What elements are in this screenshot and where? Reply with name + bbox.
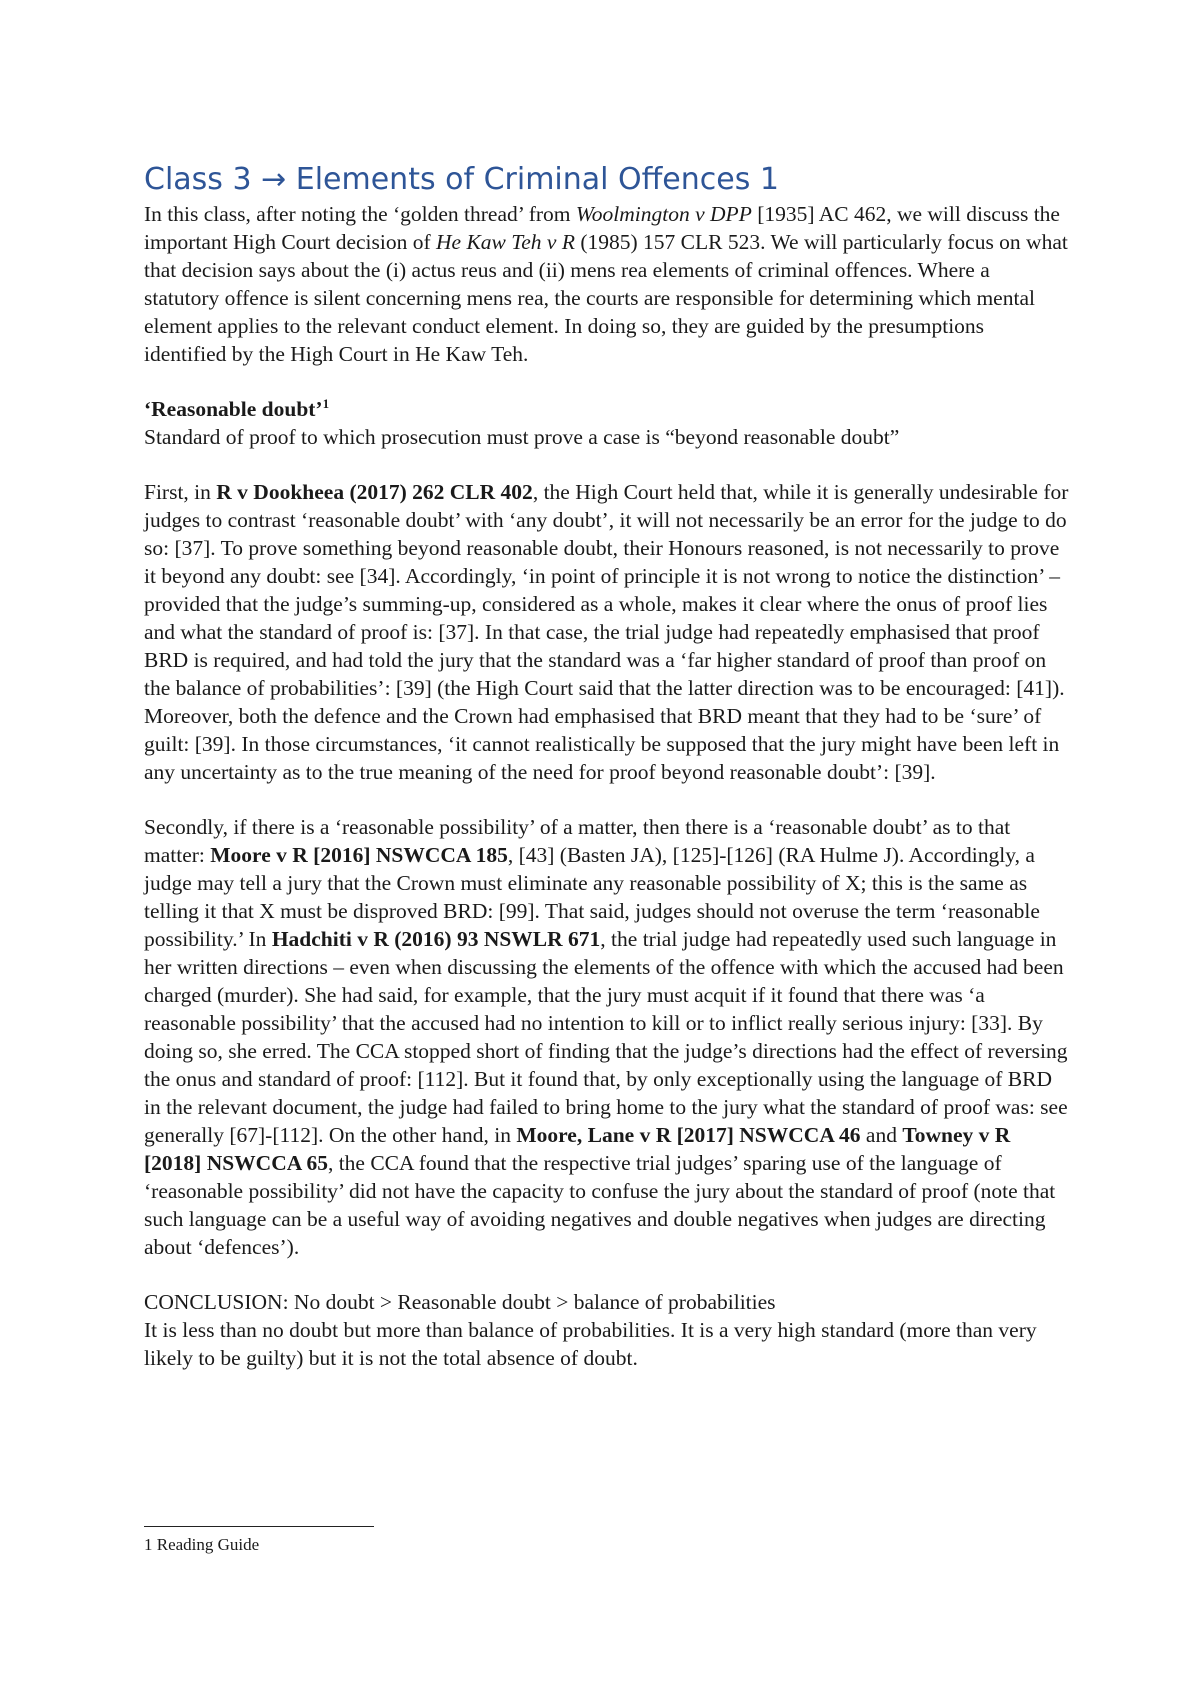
spacer <box>144 1261 1069 1288</box>
paragraph-dookheea <box>144 478 1069 786</box>
conclusion-line: CONCLUSION: No doubt > Reasonable doubt > balance of probabilities <box>144 1290 776 1314</box>
intro-text-2: [1935] AC 462, we will discuss the important High Court decision of <box>144 202 1060 254</box>
para2-text-4: and <box>860 1123 903 1147</box>
case-citation-moore-2016: Moore v R [2016] NSWCCA 185 <box>210 843 508 867</box>
footnote-text: Reading Guide <box>156 1535 260 1554</box>
spacer <box>144 368 1069 395</box>
para1-text-2: , the High Court held that, while it is generally undesirable for judges to contrast ‘reasonable doubt’ with ‘any doubt’, it will not necessarily be an error for the judge to do so: [37]. To prove something beyond reasonable doubt, their Honours reasoned, is not necessarily to prove it beyond any doubt: see [34]. Accordingly, ‘in point of principle it is not wrong to notice the distinction’ – provided that the judge’s summing-up, considered as a whole, makes it clear where the onus of proof lies and what the standard of proof is: [37]. In that case, the trial judge had repeatedly emphasised that proof BRD is required, and had told the jury that the standard was a ‘far higher standard of proof than proof on the balance of probabilities’: [39] (the High Court said that the latter direction was to be encouraged: [41]). Moreover, both the defence and the Crown had emphasised that BRD meant that they had to be ‘sure’ of guilt: [39]. In those circumstances, ‘it cannot realistically be supposed that the jury might have been left in any uncertainty as to the true meaning of the need for proof beyond reasonable doubt’: [39]. <box>144 480 1069 784</box>
intro-text-3: (1985) 157 CLR 523. We will particularly focus on what that decision says about the (i) actus reus and (ii) mens rea elements of criminal offences. Where a statutory offence is silent concerning mens rea, the courts are responsible for determining which mental element applies to the relevant conduct element. In doing so, they are guided by the presumptions identified by the High Court in He Kaw Teh. <box>144 230 1068 366</box>
case-citation-towney: Towney v R [2018] NSWCCA 65 <box>144 1123 1011 1175</box>
case-citation-hadchiti: Hadchiti v R (2016) 93 NSWLR 671 <box>271 927 601 951</box>
footnote-number: 1 <box>144 1535 153 1554</box>
footnote-divider <box>144 1526 374 1527</box>
case-citation-moore-lane: Moore, Lane v R [2017] NSWCCA 46 <box>516 1123 861 1147</box>
para2-text-1: Secondly, if there is a ‘reasonable possibility’ of a matter, then there is a ‘reasonable doubt’ as to that matter: <box>144 815 1011 867</box>
para2-text-2: , [43] (Basten JA), [125]-[126] (RA Hulme J). Accordingly, a judge may tell a jury that the Crown must eliminate any reasonable possibility of X; this is the same as telling it that X must be disproved BRD: [99]. That said, judges should not overuse the term ‘reasonable possibility.’ In <box>144 843 1040 951</box>
para2-text-5: , the CCA found that the respective trial judges’ sparing use of the language of ‘reasonable possibility’ did not have the capacity to confuse the jury about the standard of proof (note that such language can be a useful way of avoiding negatives and double negatives when judges are directing about ‘defences’). <box>144 1151 1056 1259</box>
spacer <box>144 786 1069 813</box>
section-heading <box>144 395 1069 423</box>
page-title: Class 3 → Elements of Criminal Offences 1 <box>144 162 779 197</box>
intro-paragraph <box>144 200 1069 368</box>
para2-text-3: , the trial judge had repeatedly used such language in her written directions – even when discussing the elements of the offence with which the accused had been charged (murder). She had said, for example, that the jury must acquit if it found that there was ‘a reasonable possibility’ that the accused had no intention to kill or to inflict really serious injury: [33]. By doing so, she erred. The CCA stopped short of finding that the judge’s directions had the effect of reversing the onus and standard of proof: [112]. But it found that, by only exceptionally using the language of BRD in the relevant document, the judge had failed to bring home to the jury what the standard of proof was: see generally [67]-[112]. On the other hand, in <box>144 927 1068 1147</box>
section-heading-text: ‘Reasonable doubt’ <box>144 397 323 421</box>
footnote <box>144 1534 259 1556</box>
case-citation-he-kaw-teh: He Kaw Teh v R <box>436 230 575 254</box>
case-citation-dookheea: R v Dookheea (2017) 262 CLR 402 <box>216 480 533 504</box>
spacer <box>144 451 1069 478</box>
conclusion-explanation: It is less than no doubt but more than balance of probabilities. It is a very high standard (more than very likely to be guilty) but it is not the total absence of doubt. <box>144 1318 1037 1370</box>
document-page <box>144 160 1069 1372</box>
paragraph-reasonable-possibility <box>144 813 1069 1261</box>
standard-of-proof-line: Standard of proof to which prosecution must prove a case is “beyond reasonable doubt” <box>144 425 900 449</box>
case-citation-woolmington: Woolmington v DPP <box>575 202 752 226</box>
intro-text-1: In this class, after noting the ‘golden thread’ from <box>144 202 576 226</box>
para1-text-1: First, in <box>144 480 217 504</box>
footnote-reference[interactable]: 1 <box>322 395 330 411</box>
